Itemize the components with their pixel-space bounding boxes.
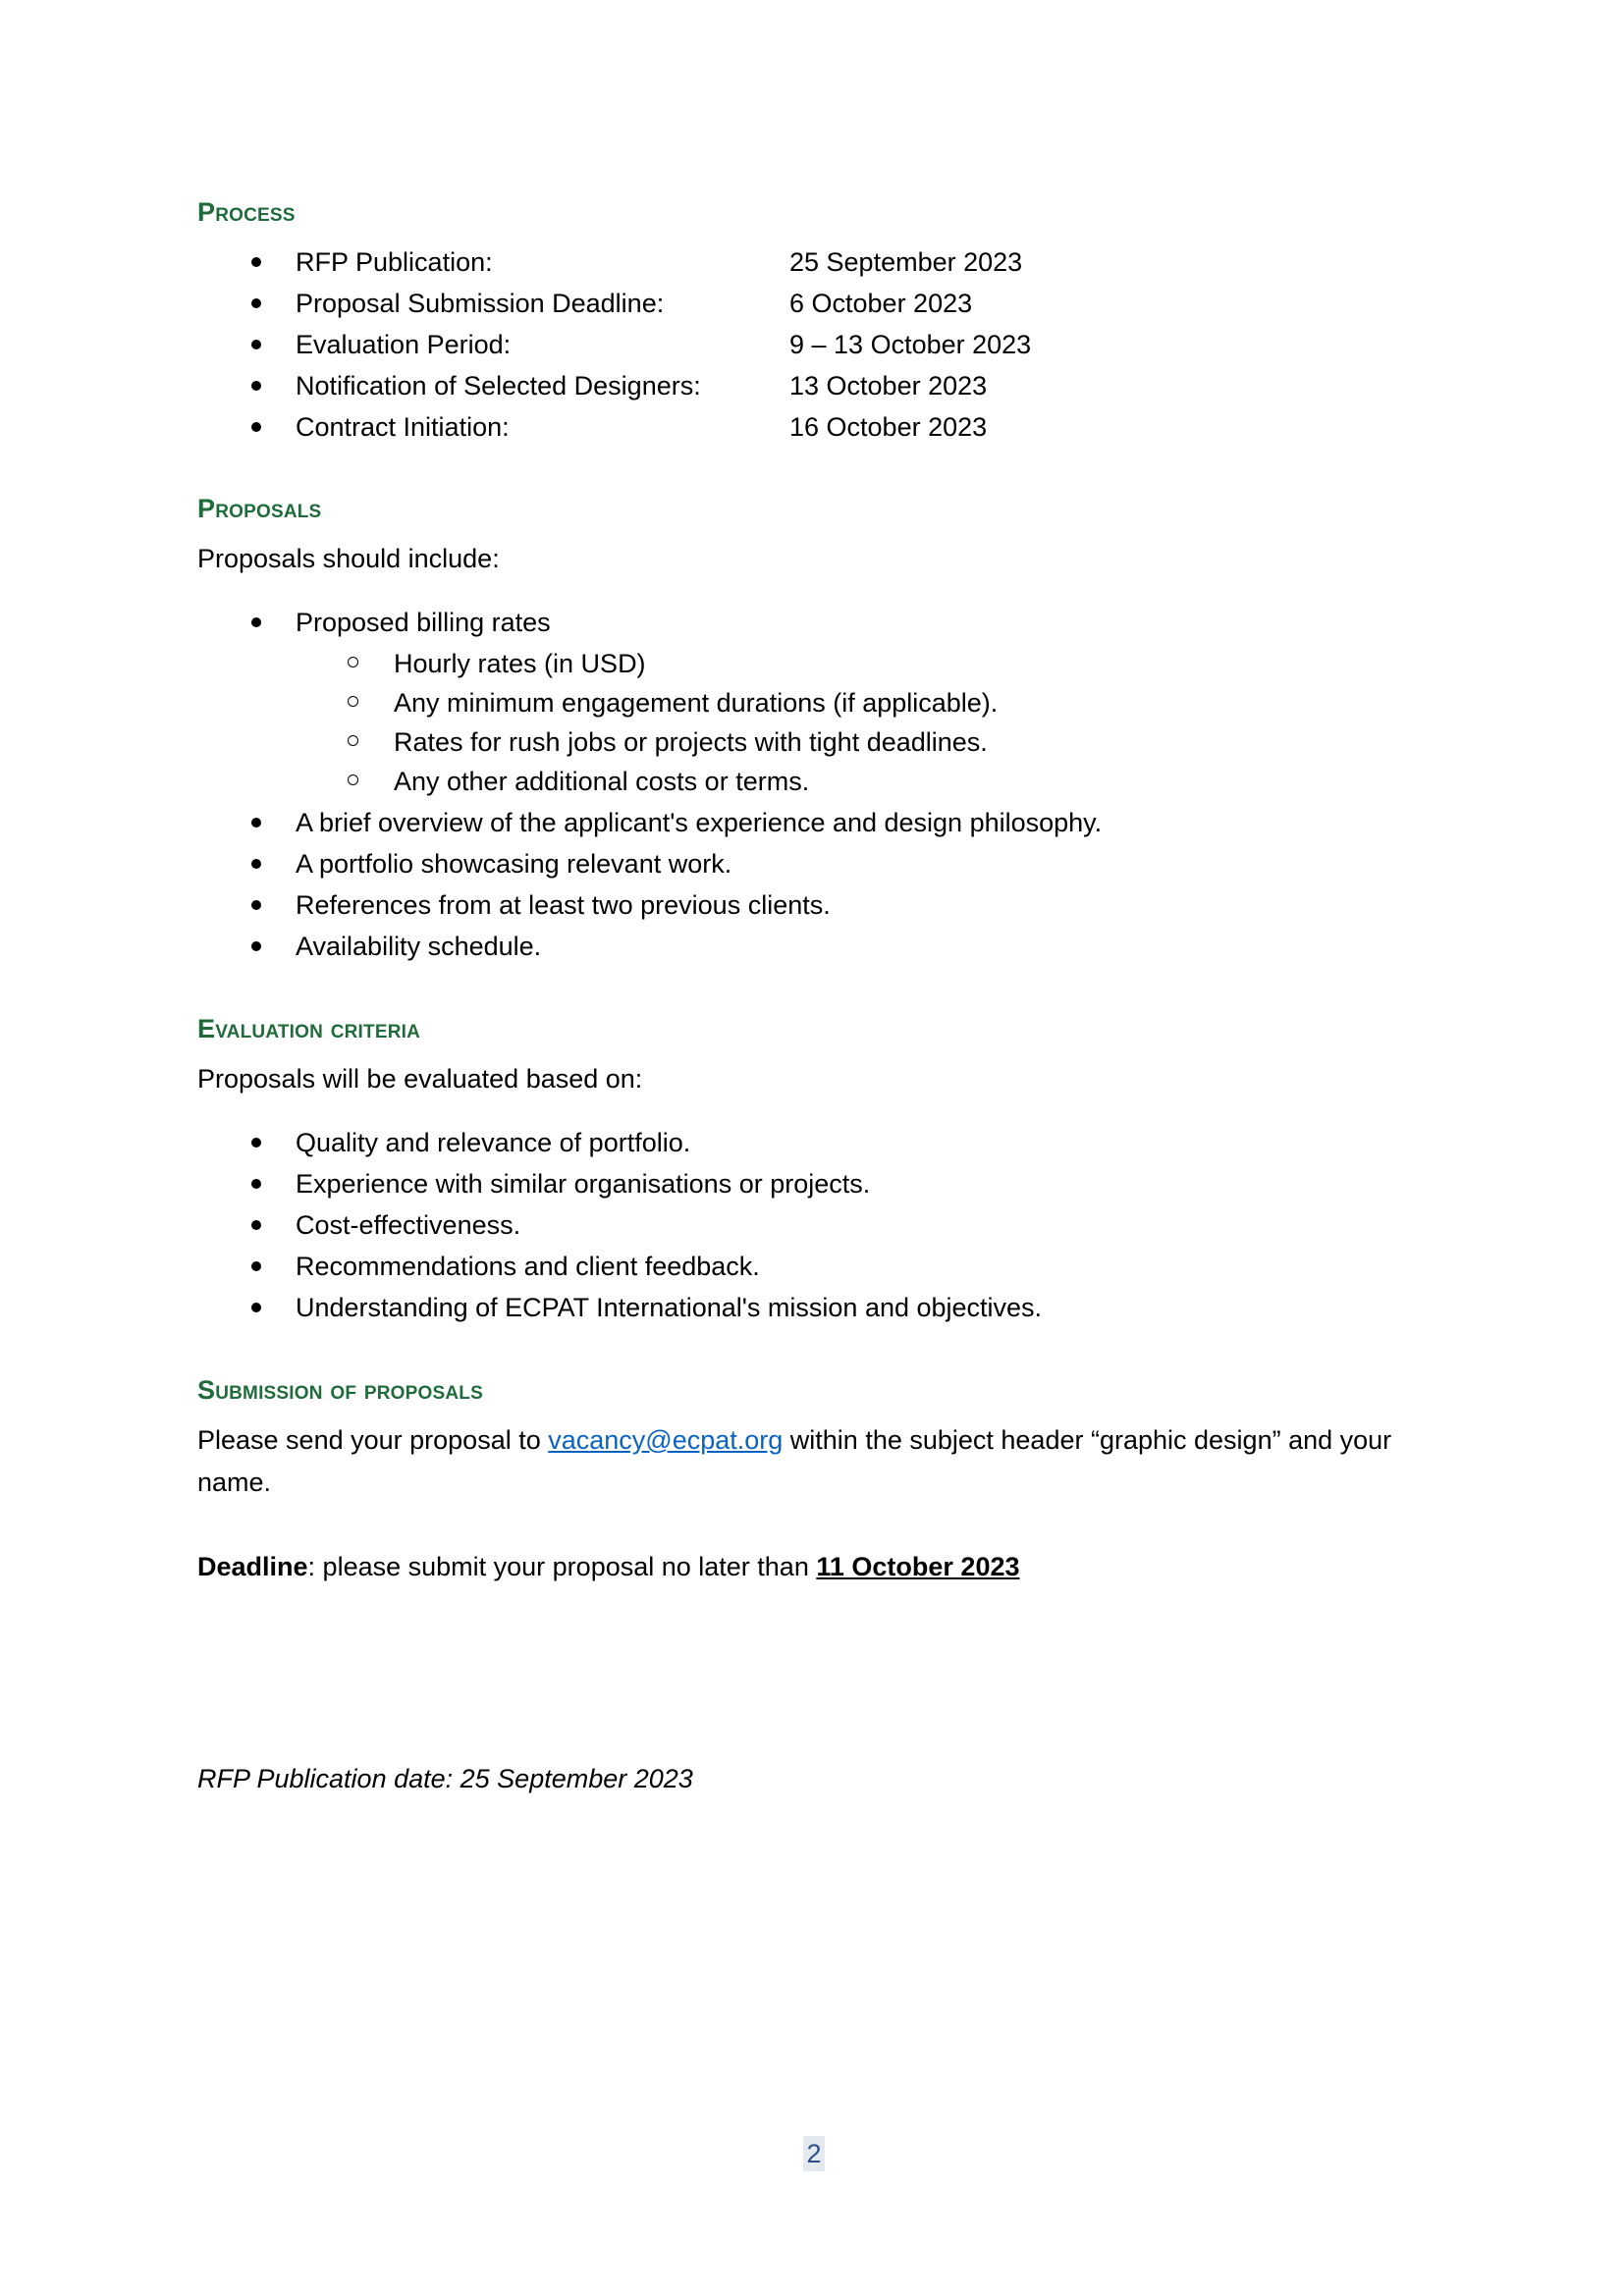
- bullet-icon: [251, 1220, 261, 1230]
- bullet-icon: [251, 818, 261, 828]
- process-item-label: Proposal Submission Deadline:: [296, 289, 665, 318]
- circle-bullet-icon: [348, 696, 358, 707]
- publication-date-note: RFP Publication date: 25 September 2023: [197, 1764, 693, 1793]
- sub-item-text: Any other additional costs or terms.: [394, 767, 810, 796]
- process-item-label: Notification of Selected Designers:: [296, 371, 701, 400]
- submission-line-2: name.: [197, 1468, 272, 1497]
- process-item-date: 6 October 2023: [789, 289, 973, 318]
- proposals-item-text: References from at least two previous clients.: [296, 890, 831, 920]
- process-item-label: RFP Publication:: [296, 247, 493, 277]
- evaluation-item-text: Understanding of ECPAT International's mission and objectives.: [296, 1293, 1043, 1322]
- circle-bullet-icon: [348, 735, 358, 746]
- proposals-item-text: A portfolio showcasing relevant work.: [296, 849, 732, 879]
- bullet-icon: [251, 340, 261, 349]
- bullet-icon: [251, 1303, 261, 1312]
- process-item-label: Evaluation Period:: [296, 330, 512, 359]
- sub-item-text: Hourly rates (in USD): [394, 649, 646, 678]
- evaluation-item-text: Quality and relevance of portfolio.: [296, 1128, 691, 1157]
- circle-bullet-icon: [348, 774, 358, 785]
- evaluation-item-text: Experience with similar organisations or projects.: [296, 1169, 871, 1199]
- bullet-icon: [251, 381, 261, 391]
- page-number: 2: [803, 2136, 825, 2171]
- proposals-heading: Proposals: [197, 494, 322, 523]
- process-heading: Process: [197, 197, 296, 227]
- bullet-icon: [251, 900, 261, 910]
- proposals-item-text: Availability schedule.: [296, 932, 542, 961]
- process-item-date: 16 October 2023: [789, 412, 988, 442]
- evaluation-heading: Evaluation criteria: [197, 1014, 421, 1043]
- submission-text-before: Please send your proposal to: [197, 1425, 549, 1455]
- process-item-date: 13 October 2023: [789, 371, 988, 400]
- evaluation-item-text: Recommendations and client feedback.: [296, 1252, 760, 1281]
- process-item-date: 9 – 13 October 2023: [789, 330, 1032, 359]
- bullet-icon: [251, 1261, 261, 1271]
- sub-item-text: Any minimum engagement durations (if applicable).: [394, 688, 999, 718]
- bullet-icon: [251, 859, 261, 869]
- submission-line-1: [197, 1419, 1391, 1461]
- sub-item-text: Rates for rush jobs or projects with tight deadlines.: [394, 727, 988, 757]
- email-link[interactable]: vacancy@ecpat.org: [548, 1425, 784, 1455]
- deadline-label: Deadline: [197, 1552, 308, 1581]
- bullet-icon: [251, 617, 261, 627]
- evaluation-intro: Proposals will be evaluated based on:: [197, 1064, 643, 1094]
- bullet-icon: [251, 1179, 261, 1189]
- bullet-icon: [251, 1138, 261, 1148]
- bullet-icon: [251, 941, 261, 951]
- evaluation-item-text: Cost-effectiveness.: [296, 1210, 521, 1240]
- deadline-line: [197, 1546, 1020, 1587]
- process-item-label: Contract Initiation:: [296, 412, 510, 442]
- bullet-icon: [251, 422, 261, 432]
- deadline-date: 11 October 2023: [816, 1552, 1020, 1581]
- proposals-item-text: A brief overview of the applicant's experience and design philosophy.: [296, 808, 1103, 837]
- process-item-date: 25 September 2023: [789, 247, 1023, 277]
- bullet-icon: [251, 298, 261, 308]
- proposals-intro: Proposals should include:: [197, 544, 500, 573]
- submission-heading: Submission of proposals: [197, 1375, 483, 1405]
- deadline-text: : please submit your proposal no later than: [307, 1552, 817, 1581]
- bullet-icon: [251, 257, 261, 267]
- submission-text-after: within the subject header “graphic design” and your: [783, 1425, 1392, 1455]
- circle-bullet-icon: [348, 657, 358, 667]
- proposals-item-text: Proposed billing rates: [296, 608, 551, 637]
